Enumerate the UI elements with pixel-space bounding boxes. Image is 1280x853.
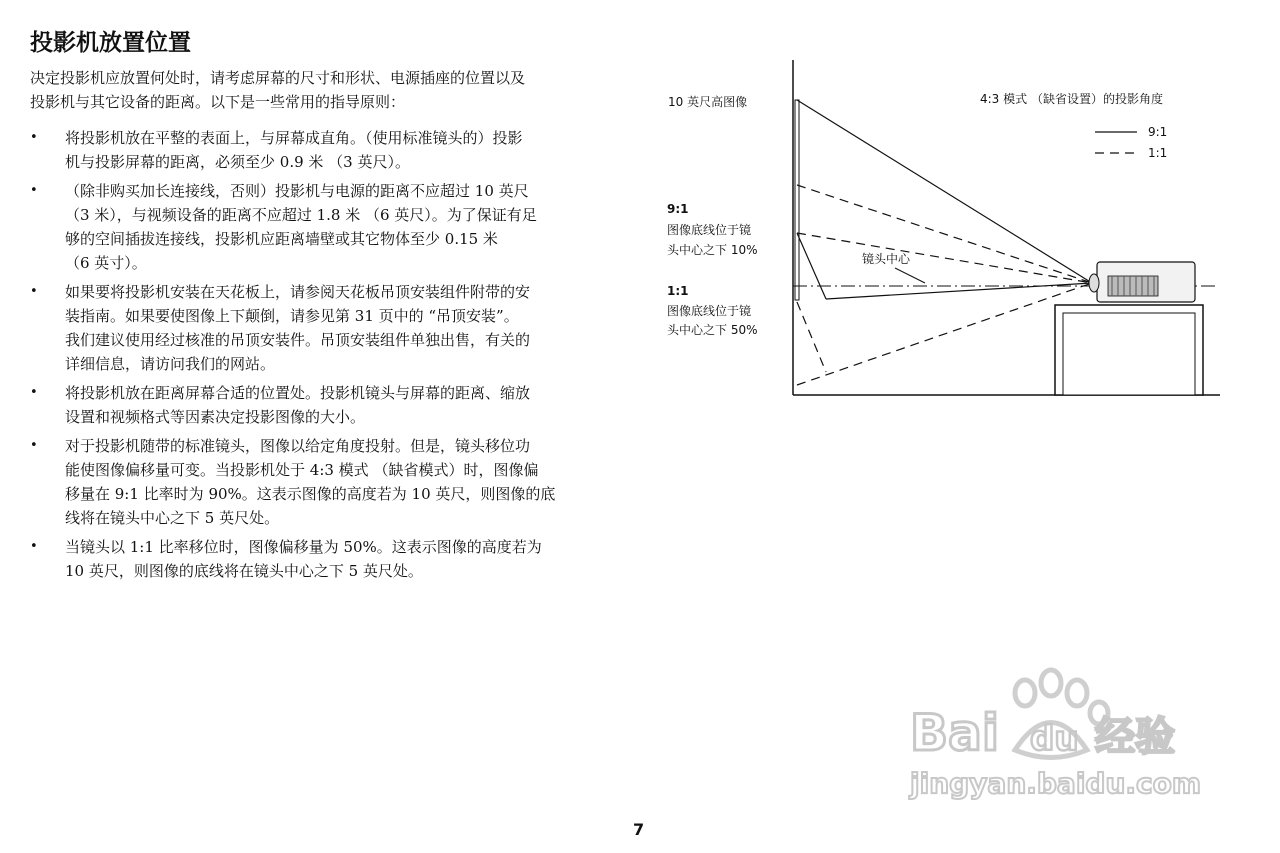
list-item <box>30 179 620 275</box>
ratio-91-desc-line2: 头中心之下 10% <box>667 243 758 257</box>
bullet-icon: • <box>30 539 38 554</box>
list-item-line: 将投影机放在平整的表面上，与屏幕成直角。（使用标准镜头的）投影 <box>65 129 523 147</box>
image-height-label: 10 英尺高图像 <box>668 95 748 109</box>
screen-image <box>795 100 799 300</box>
list-item-line: 装指南。如果要使图像上下颠倒，请参见第 31 页中的 “吊顶安装”。 <box>65 307 519 325</box>
list-item <box>30 535 620 583</box>
ratio-11-desc-line1: 图像底线位于镜 <box>667 304 752 318</box>
dashed-beam-edge <box>797 302 826 372</box>
ratio-91-desc-line1: 图像底线位于镜 <box>667 223 752 237</box>
list-item-line: 当镜头以 1:1 比率移位时，图像偏移量为 50%。这表示图像的高度若为 <box>65 538 542 556</box>
page-title: 投影机放置位置 <box>30 30 191 56</box>
projector-icon <box>1089 262 1195 302</box>
dashed-beam-mid <box>797 233 1092 283</box>
watermark-brand-cn: 经验 <box>1095 714 1175 760</box>
list-item-line: 机与投影屏幕的距离，必须至少 0.9 米 （3 英尺）。 <box>65 153 410 171</box>
list-item <box>30 126 620 174</box>
baidu-watermark <box>905 655 1205 805</box>
list-item-line: 移量在 9:1 比率时为 90%。这表示图像的高度若为 10 英尺，则图像的底 <box>65 485 556 503</box>
intro-paragraph <box>30 66 620 114</box>
list-item-line: （3 米），与视频设备的距离不应超过 1.8 米 （6 英尺）。为了保证有足 <box>65 206 537 224</box>
list-item-line: 线将在镜头中心之下 5 英尺处。 <box>65 509 280 527</box>
ratio-11-desc-line2: 头中心之下 50% <box>667 323 758 337</box>
page-number: 7 <box>633 820 645 839</box>
bullet-icon: • <box>30 130 38 145</box>
projection-angle-diagram <box>655 55 1230 405</box>
ratio-11-label: 1:1 <box>667 284 689 298</box>
legend-solid-label: 9:1 <box>1148 125 1168 139</box>
lens-center-label: 镜头中心 <box>862 252 911 266</box>
mode-angle-label: 4:3 模式 （缺省设置）的投影角度 <box>980 92 1163 106</box>
watermark-brand-du: du <box>1030 719 1079 759</box>
list-item-line: 10 英尺，则图像的底线将在镜头中心之下 5 英尺处。 <box>65 562 423 580</box>
lens-center-leader <box>895 268 925 283</box>
bullet-icon: • <box>30 385 38 400</box>
intro-line: 决定投影机应放置何处时，请考虑屏幕的尺寸和形状、电源插座的位置以及 <box>30 69 526 87</box>
list-item <box>30 381 620 429</box>
dashed-beam-top <box>797 185 1092 283</box>
solid-beam-edge <box>797 233 826 299</box>
watermark-url: jingyan.baidu.com <box>910 767 1202 800</box>
list-item-line: 对于投影机随带的标准镜头，图像以给定角度投射。但是，镜头移位功 <box>65 437 531 455</box>
intro-line: 投影机与其它设备的距离。以下是一些常用的指导原则： <box>30 93 406 111</box>
guideline-list <box>30 126 620 588</box>
list-item-line: 详细信息，请访问我们的网站。 <box>65 355 276 373</box>
table-icon <box>1055 305 1203 395</box>
list-item-line: 够的空间插拔连接线，投影机应距离墙壁或其它物体至少 0.15 米 <box>65 230 498 248</box>
solid-beam-top <box>797 100 1092 283</box>
bullet-icon: • <box>30 438 38 453</box>
list-item-line: 我们建议使用经过核准的吊顶安装件。吊顶安装组件单独出售，有关的 <box>65 331 531 349</box>
list-item-line: （除非购买加长连接线，否则）投影机与电源的距离不应超过 10 英尺 <box>65 182 529 200</box>
list-item-line: （6 英寸）。 <box>65 254 147 272</box>
watermark-brand: Bai <box>910 704 999 762</box>
list-item <box>30 280 620 376</box>
list-item-line: 将投影机放在距离屏幕合适的位置处。投影机镜头与屏幕的距离、缩放 <box>65 384 531 402</box>
bullet-icon: • <box>30 183 38 198</box>
ratio-91-label: 9:1 <box>667 202 689 216</box>
solid-beam-bottom <box>826 283 1092 299</box>
bullet-icon: • <box>30 284 38 299</box>
list-item <box>30 434 620 530</box>
list-item-line: 如果要将投影机安装在天花板上，请参阅天花板吊顶安装组件附带的安 <box>65 283 531 301</box>
list-item-line: 设置和视频格式等因素决定投影图像的大小。 <box>65 408 366 426</box>
list-item-line: 能使图像偏移量可变。当投影机处于 4:3 模式 （缺省模式）时，图像偏 <box>65 461 539 479</box>
legend-dashed-label: 1:1 <box>1148 146 1168 160</box>
